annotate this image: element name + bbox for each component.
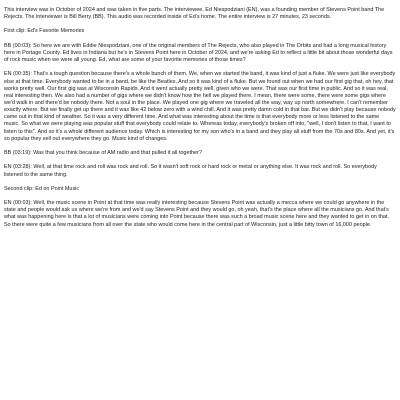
transcript-bb-0319: BB (03:19): Was that you think because of AM radio and that pulled it all together?: [4, 150, 202, 157]
intro-paragraph: This interview was in October of 2024 and was taken in five parts. The interviewee, Ed Niespodziani (EN), was a founding member of Stevens Point band The Rejects. The interviewer is Bill Berry (BB). This audio was recorded inside of Ed's home. The entire interview is 27 minutes, 23 seconds.: [4, 7, 385, 21]
clip-heading-first: First clip: Ed's Favorite Memories: [4, 28, 85, 35]
transcript-en-0035: EN (00:35): That's a tough question because there's a whole bunch of them. We, when we started the band, it was kind of just a fluke. We were just like everybody else at that time. Everybody wanted to be in a band, be like the Beatles. And so it was kind of a fluke. But we found out when we had our first gig that, oh hey, that works pretty well. Our first gig was at Wisconsin Rapids. And it went actually pretty well, given who we were. That was our first time in public. And so it was real, real interesting then. We also had a number of gigs where we didn't know how the hell we played there. I mean, there were some, there were some gigs where we'd walk in and there'd be nobody there. Not a soul in the place. We played one gig where we traveled all the way, way up north somewhere. I can't remember exactly where. But we finally get up there and it was like 42 below zero with a wind chill. And it was pretty damn cold in that bar. But we didn't play because nobody came out in that kind of weather. So it was a very different time. And what was interesting about the time is that everybody more or less listened to the same music. So what we were playing was popular stuff that everybody could relate to. Whereas today, everybody's broken off into, "well, I don't listen to that, I want to listen to this". And so it's a whole different audience today. Which is interesting for my son who's in a band and they play all stuff from the 70s and 80s. And yet, it's so popular they sell out everywhere they go. Music kind of changes.: [4, 71, 396, 142]
transcript-en-0328: EN (03:28): Well, at that time rock and roll was rock and roll. So it wasn't soft rock or hard rock or metal or anything else. It was rock and roll. So everybody listened to the same thing.: [4, 164, 377, 178]
clip-heading-second: Second clip: Ed on Point Music: [4, 185, 80, 192]
transcript-bb-0003: BB (00:03): So here we are with Eddie Niespodziani, one of the original members of The Rejects, who also played in The Orbits and had a long musical history here in Portage County. Ed lives in Indiana but he's in Stevens Point here in October of 2024, and we're asking Ed to reflect a little bit about those wonderful days of rock music when we were all young. Ed, what are some of your favorite memories of those times?: [4, 42, 393, 64]
transcript-en-0003: EN (00:03): Well, the music scene in Point at that time was really interesting because Stevens Point was actually a mecca where we could go anywhere in the state and people would ask us where we're from and we'd say Stevens Point and they would go, oh yeah, that's the place where all the musicians go. And that's what was happening here is that a lot of musicians were coming into Point because there was such a broad music scene here and they wanted to get in on that. So there were quite a few musicians from all over the state who would come here in the central part of Wisconsin, just a little bitty town of 16,000 people.: [4, 200, 389, 228]
